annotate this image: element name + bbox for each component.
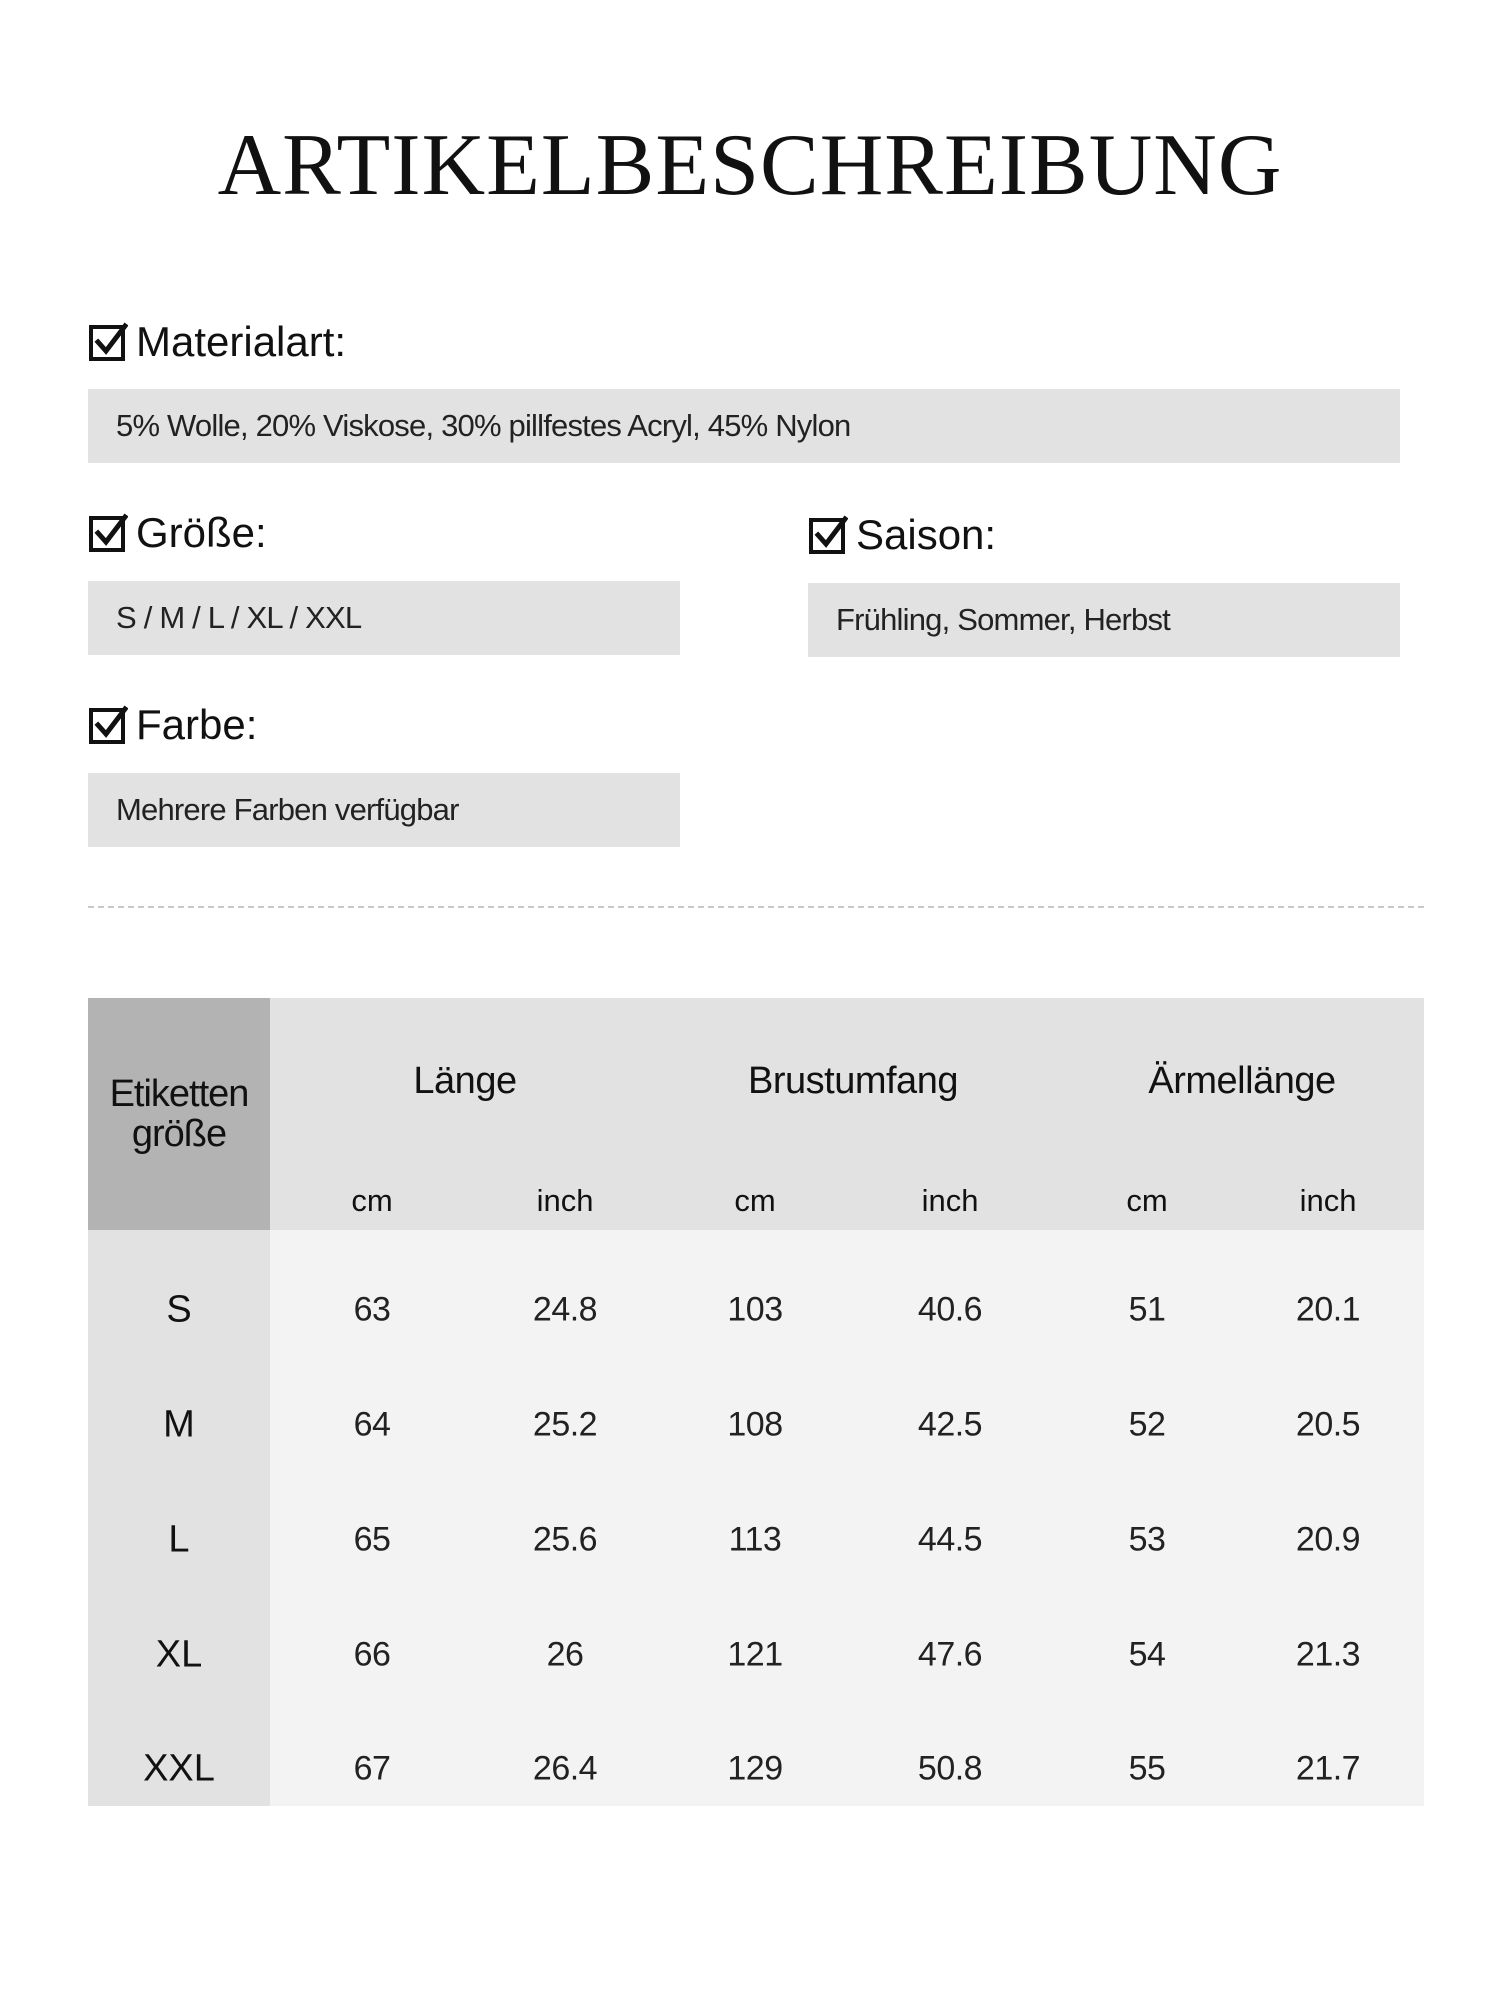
checkbox-checked-icon	[88, 322, 128, 362]
table-cell: 66	[353, 1635, 391, 1674]
table-cell: 20.1	[1295, 1290, 1361, 1329]
table-header	[270, 998, 1424, 1230]
size-column-header	[88, 998, 270, 1230]
season-label: Saison:	[856, 511, 997, 558]
season-heading	[808, 510, 996, 560]
group-header: Brustumfang	[748, 1060, 958, 1102]
table-cell: 42.5	[917, 1405, 983, 1444]
size-header-line1: Etiketten	[109, 1073, 249, 1115]
unit-header: inch	[1299, 1183, 1357, 1218]
season-value: Frühling, Sommer, Herbst	[808, 583, 1400, 657]
table-cell: 52	[1128, 1405, 1166, 1444]
table-cell: 65	[353, 1520, 391, 1559]
checkbox-checked-icon	[808, 515, 848, 555]
checkbox-checked-icon	[88, 705, 128, 745]
table-cell: 67	[353, 1749, 391, 1788]
table-cell: 53	[1128, 1520, 1166, 1559]
size-value: S / M / L / XL / XXL	[88, 581, 680, 655]
row-size-label: L	[168, 1518, 190, 1561]
material-value: 5% Wolle, 20% Viskose, 30% pillfestes Acryl, 45% Nylon	[88, 389, 1400, 463]
color-value: Mehrere Farben verfügbar	[88, 773, 680, 847]
table-cell: 24.8	[532, 1290, 598, 1329]
table-cell: 55	[1128, 1749, 1166, 1788]
table-cell: 26.4	[532, 1749, 598, 1788]
row-size-label: S	[166, 1288, 192, 1331]
divider	[88, 906, 1424, 908]
table-cell: 129	[727, 1749, 783, 1788]
color-label: Farbe:	[136, 701, 258, 748]
size-heading	[88, 508, 267, 558]
table-cell: 63	[353, 1290, 391, 1329]
material-heading	[88, 317, 346, 367]
table-cell: 25.2	[532, 1405, 598, 1444]
table-cell: 25.6	[532, 1520, 598, 1559]
row-size-label: M	[163, 1403, 195, 1446]
table-cell: 21.7	[1295, 1749, 1361, 1788]
table-cell: 64	[353, 1405, 391, 1444]
unit-header: cm	[734, 1183, 776, 1218]
group-header: Ärmellänge	[1148, 1060, 1336, 1102]
material-label: Materialart:	[136, 318, 347, 365]
size-header-line2: größe	[131, 1113, 227, 1155]
table-cell: 21.3	[1295, 1635, 1361, 1674]
table-cell: 54	[1128, 1635, 1166, 1674]
table-cell: 103	[727, 1290, 783, 1329]
table-cell: 50.8	[917, 1749, 983, 1788]
table-cell: 51	[1128, 1290, 1166, 1329]
row-size-label: XXL	[143, 1747, 215, 1790]
checkbox-checked-icon	[88, 513, 128, 553]
table-cell: 47.6	[917, 1635, 983, 1674]
table-cell: 20.5	[1295, 1405, 1361, 1444]
table-cell: 113	[728, 1520, 782, 1559]
table-cell: 40.6	[917, 1290, 983, 1329]
size-table	[88, 998, 1424, 1806]
unit-header: inch	[921, 1183, 979, 1218]
table-cell: 108	[727, 1405, 783, 1444]
table-cell: 121	[727, 1635, 783, 1674]
page-title: ARTIKELBESCHREIBUNG	[217, 117, 1283, 214]
unit-header: inch	[536, 1183, 594, 1218]
table-cell: 20.9	[1295, 1520, 1361, 1559]
size-label: Größe:	[136, 509, 267, 556]
table-body	[270, 1230, 1424, 1806]
table-cell: 44.5	[917, 1520, 983, 1559]
table-cell: 26	[546, 1635, 584, 1674]
row-size-label: XL	[155, 1633, 203, 1676]
group-header: Länge	[413, 1060, 517, 1102]
unit-header: cm	[351, 1183, 393, 1218]
color-heading	[88, 700, 257, 750]
unit-header: cm	[1126, 1183, 1168, 1218]
